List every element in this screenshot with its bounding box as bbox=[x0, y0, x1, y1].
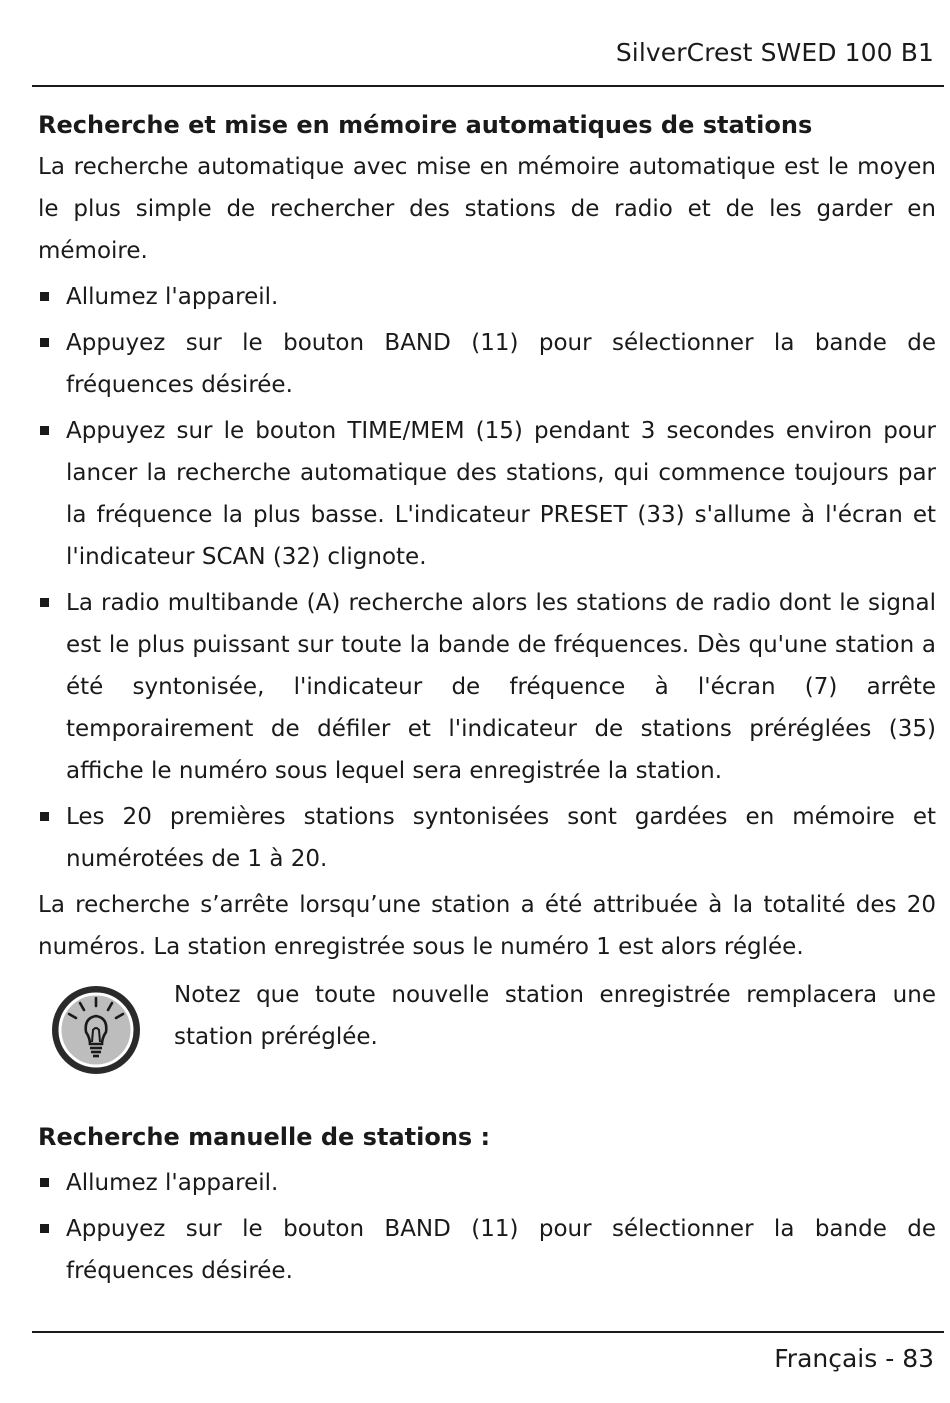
manual-search-steps bbox=[38, 1162, 936, 1292]
list-item bbox=[38, 796, 936, 880]
bullet-icon bbox=[40, 338, 49, 347]
lightbulb-icon bbox=[46, 982, 146, 1078]
list-item-text: Allumez l'appareil. bbox=[66, 1170, 279, 1196]
closing-paragraph: La recherche s’arrête lorsqu’une station a été attribuée à la totalité des 20 numéros. La station enregistrée sous le numéro 1 est alors réglée. bbox=[38, 892, 936, 960]
list-item bbox=[38, 1162, 936, 1204]
bullet-icon bbox=[40, 292, 49, 301]
list-item bbox=[38, 1208, 936, 1292]
list-item-text: La radio multibande (A) recherche alors les stations de radio dont le signal est le plus puissant sur toute la bande de fréquences. Dès qu'une station a été syntonisée, l'indicateur de fréquence à l'écran (7) arrête temporairement de défiler et l'indicateur de stations préréglées (35) affiche le numéro sous lequel sera enregistrée la station. bbox=[66, 590, 936, 784]
bullet-icon bbox=[40, 426, 49, 435]
bullet-icon bbox=[40, 598, 49, 607]
document-header-title: SilverCrest SWED 100 B1 bbox=[615, 38, 934, 67]
bullet-icon bbox=[40, 1178, 49, 1187]
list-item-text: Appuyez sur le bouton BAND (11) pour sélectionner la bande de fréquences désirée. bbox=[66, 330, 936, 398]
bullet-icon bbox=[40, 1224, 49, 1233]
intro-paragraph: La recherche automatique avec mise en mémoire automatique est le moyen le plus simple de rechercher des stations de radio et de les garder en mémoire. bbox=[38, 154, 936, 264]
list-item-text: Les 20 premières stations syntonisées sont gardées en mémoire et numérotées de 1 à 20. bbox=[66, 804, 936, 872]
list-item bbox=[38, 582, 936, 792]
automatic-search-steps bbox=[38, 276, 936, 880]
header-divider bbox=[32, 85, 944, 87]
footer-divider bbox=[32, 1331, 944, 1333]
note-box bbox=[38, 974, 936, 1078]
list-item-text: Allumez l'appareil. bbox=[66, 284, 279, 310]
section-heading-manual-search: Recherche manuelle de stations : bbox=[38, 1123, 491, 1151]
bullet-icon bbox=[40, 812, 49, 821]
page-content bbox=[38, 104, 936, 1296]
list-item bbox=[38, 322, 936, 406]
list-item bbox=[38, 276, 936, 318]
page-number: Français - 83 bbox=[774, 1344, 934, 1373]
note-text: Notez que toute nouvelle station enregistrée remplacera une station préréglée. bbox=[174, 982, 936, 1050]
list-item-text: Appuyez sur le bouton TIME/MEM (15) pendant 3 secondes environ pour lancer la recherche automatique des stations, qui commence toujours par la fréquence la plus basse. L'indicateur PRESET (33) s'allume à l'écran et l'indicateur SCAN (32) clignote. bbox=[66, 418, 936, 570]
section-heading-automatic-search: Recherche et mise en mémoire automatiques de stations bbox=[38, 111, 813, 139]
list-item bbox=[38, 410, 936, 578]
list-item-text: Appuyez sur le bouton BAND (11) pour sélectionner la bande de fréquences désirée. bbox=[66, 1216, 936, 1284]
